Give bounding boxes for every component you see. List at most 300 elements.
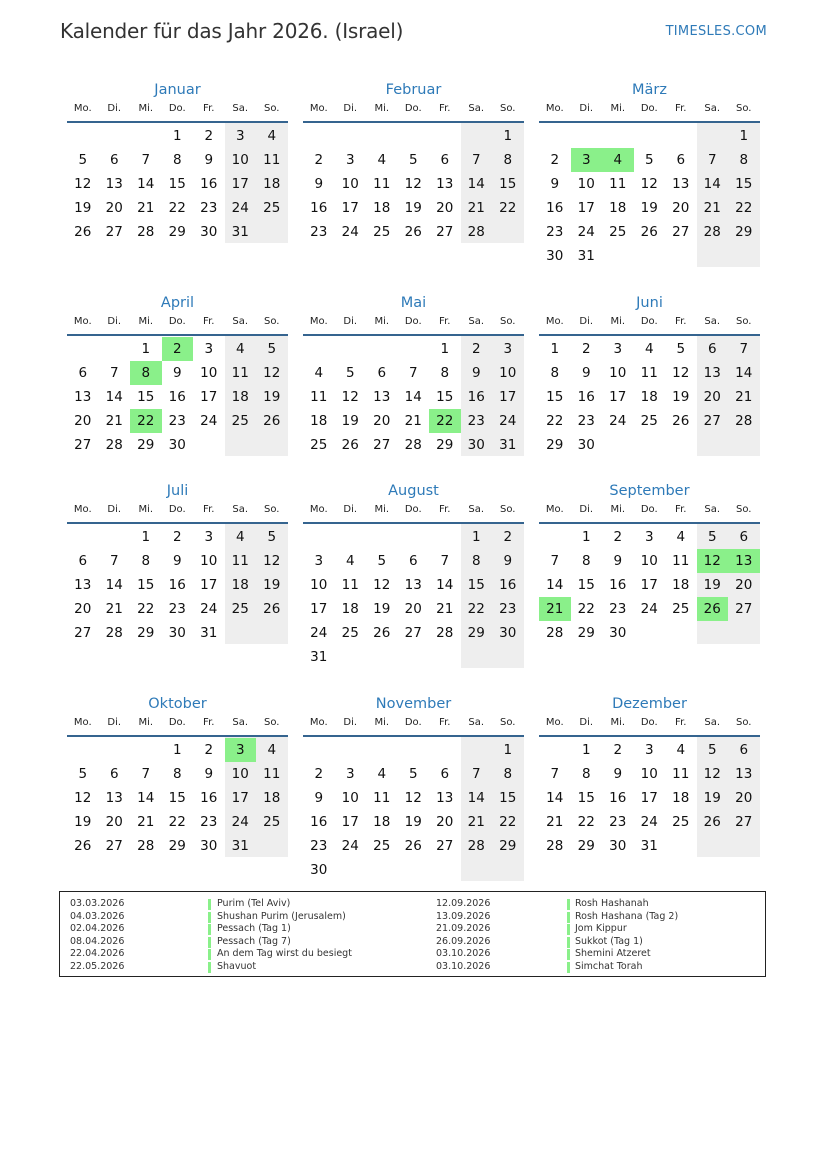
weekday-header: So. xyxy=(736,504,752,515)
weekday-header: Fr. xyxy=(439,316,451,327)
day-cell: 29 xyxy=(577,625,595,641)
day-cell: 12 xyxy=(404,176,422,192)
legend-color-marker xyxy=(567,912,570,923)
day-cell: 8 xyxy=(440,365,450,381)
day-cell: 18 xyxy=(640,389,658,405)
day-cell: 25 xyxy=(672,814,690,830)
day-cell: 23 xyxy=(168,601,186,617)
legend-holiday-name: Rosh Hashanah xyxy=(575,898,649,909)
day-cell: 10 xyxy=(231,152,249,168)
day-cell: 17 xyxy=(200,577,218,593)
day-cell: 23 xyxy=(499,601,517,617)
day-cell: 1 xyxy=(739,128,749,144)
day-cell: 21 xyxy=(703,200,721,216)
day-cell: 1 xyxy=(550,341,560,357)
day-cell: 4 xyxy=(676,529,686,545)
day-cell: 25 xyxy=(263,200,281,216)
day-cell: 27 xyxy=(735,601,753,617)
day-cell: 27 xyxy=(105,838,123,854)
day-cell: 11 xyxy=(609,176,627,192)
weekday-header: Sa. xyxy=(704,504,721,515)
day-cell: 23 xyxy=(577,413,595,429)
weekday-header: So. xyxy=(736,103,752,114)
weekday-header: Do. xyxy=(404,103,422,114)
day-cell: 31 xyxy=(200,625,218,641)
day-cell: 30 xyxy=(200,838,218,854)
day-cell: 8 xyxy=(172,152,182,168)
day-cell: 12 xyxy=(263,365,281,381)
legend-holiday-name: Purim (Tel Aviv) xyxy=(217,898,291,909)
day-cell: 14 xyxy=(436,577,454,593)
day-cell: 1 xyxy=(503,128,513,144)
day-cell: 15 xyxy=(735,176,753,192)
day-cell: 27 xyxy=(404,625,422,641)
day-cell: 5 xyxy=(377,553,387,569)
day-cell: 18 xyxy=(231,577,249,593)
day-cell: 6 xyxy=(739,529,749,545)
day-cell: 26 xyxy=(640,224,658,240)
day-cell: 23 xyxy=(200,814,218,830)
day-cell: 28 xyxy=(467,838,485,854)
day-cell: 18 xyxy=(609,200,627,216)
day-cell: 29 xyxy=(137,625,155,641)
day-cell: 1 xyxy=(581,742,591,758)
day-cell: 2 xyxy=(314,152,324,168)
weekday-header: Mo. xyxy=(73,316,92,327)
weekday-header: Mi. xyxy=(138,717,154,728)
day-cell: 1 xyxy=(581,529,591,545)
day-cell: 6 xyxy=(109,766,119,782)
legend-color-marker xyxy=(208,949,211,960)
legend-holiday-name: Rosh Hashana (Tag 2) xyxy=(575,910,679,922)
day-cell: 7 xyxy=(739,341,749,357)
weekday-header: Do. xyxy=(404,504,422,515)
day-cell: 27 xyxy=(74,437,92,453)
day-cell: 2 xyxy=(613,742,623,758)
day-cell: 6 xyxy=(78,553,88,569)
weekday-header: So. xyxy=(500,717,516,728)
day-cell: 19 xyxy=(703,577,721,593)
day-cell: 7 xyxy=(109,553,119,569)
legend-date: 08.04.2026 xyxy=(70,935,125,947)
day-cell: 11 xyxy=(672,766,690,782)
month-name: Dezember xyxy=(612,696,687,712)
day-cell: 10 xyxy=(499,365,517,381)
day-cell: 6 xyxy=(78,365,88,381)
legend-date: 03.03.2026 xyxy=(70,898,125,909)
day-cell: 3 xyxy=(613,341,623,357)
day-cell: 9 xyxy=(314,176,324,192)
weekday-header: Mi. xyxy=(610,103,626,114)
day-cell: 29 xyxy=(137,437,155,453)
day-cell: 10 xyxy=(200,365,218,381)
day-cell: 13 xyxy=(672,176,690,192)
day-cell: 11 xyxy=(672,553,690,569)
holiday-day-cell: 2 xyxy=(162,337,194,361)
day-cell: 9 xyxy=(613,766,623,782)
day-cell: 8 xyxy=(471,553,481,569)
day-cell: 19 xyxy=(703,790,721,806)
day-cell: 19 xyxy=(404,200,422,216)
day-cell: 10 xyxy=(310,577,328,593)
weekday-header: Fr. xyxy=(203,103,215,114)
day-cell: 31 xyxy=(231,838,249,854)
day-cell: 8 xyxy=(581,553,591,569)
holiday-day-cell: 3 xyxy=(225,738,257,762)
day-cell: 26 xyxy=(404,838,422,854)
day-cell: 13 xyxy=(703,365,721,381)
day-cell: 14 xyxy=(703,176,721,192)
day-cell: 3 xyxy=(314,553,324,569)
holiday-day-cell: 22 xyxy=(429,409,461,433)
day-cell: 29 xyxy=(168,224,186,240)
day-cell: 27 xyxy=(373,437,391,453)
day-cell: 6 xyxy=(377,365,387,381)
weekday-header: Mo. xyxy=(73,504,92,515)
day-cell: 31 xyxy=(499,437,517,453)
weekday-header: Di. xyxy=(107,717,122,728)
day-cell: 17 xyxy=(341,200,359,216)
weekday-header: Do. xyxy=(168,316,186,327)
day-cell: 30 xyxy=(168,625,186,641)
day-cell: 29 xyxy=(577,838,595,854)
day-cell: 10 xyxy=(609,365,627,381)
legend-holiday-name: Shushan Purim (Jerusalem) xyxy=(217,910,346,922)
day-cell: 13 xyxy=(105,790,123,806)
day-cell: 6 xyxy=(739,742,749,758)
day-cell: 16 xyxy=(310,200,328,216)
day-cell: 30 xyxy=(467,437,485,453)
day-cell: 14 xyxy=(137,790,155,806)
day-cell: 31 xyxy=(577,248,595,264)
day-cell: 23 xyxy=(200,200,218,216)
day-cell: 18 xyxy=(263,176,281,192)
day-cell: 28 xyxy=(105,437,123,453)
day-cell: 9 xyxy=(550,176,560,192)
legend-holiday-name: Pessach (Tag 1) xyxy=(217,923,291,934)
day-cell: 8 xyxy=(141,553,151,569)
day-cell: 7 xyxy=(141,766,151,782)
day-cell: 23 xyxy=(609,814,627,830)
day-cell: 29 xyxy=(467,625,485,641)
month-name: März xyxy=(632,82,667,98)
day-cell: 13 xyxy=(404,577,422,593)
day-cell: 11 xyxy=(640,365,658,381)
month-name: Juli xyxy=(166,483,189,499)
legend-color-marker xyxy=(567,899,570,910)
day-cell: 29 xyxy=(546,437,564,453)
day-cell: 17 xyxy=(231,790,249,806)
day-cell: 5 xyxy=(408,766,418,782)
weekday-header: Fr. xyxy=(203,504,215,515)
day-cell: 24 xyxy=(640,814,658,830)
legend-date: 22.05.2026 xyxy=(70,960,125,972)
holiday-day-cell: 26 xyxy=(697,597,729,621)
weekday-header: Fr. xyxy=(675,316,687,327)
day-cell: 19 xyxy=(404,814,422,830)
weekday-header: Di. xyxy=(579,717,594,728)
day-cell: 15 xyxy=(137,577,155,593)
day-cell: 22 xyxy=(499,814,517,830)
legend-color-marker xyxy=(567,937,570,948)
day-cell: 28 xyxy=(735,413,753,429)
weekday-header: Di. xyxy=(343,103,358,114)
day-cell: 3 xyxy=(644,529,654,545)
day-cell: 8 xyxy=(739,152,749,168)
day-cell: 17 xyxy=(499,389,517,405)
weekday-header: Di. xyxy=(579,103,594,114)
day-cell: 30 xyxy=(546,248,564,264)
day-cell: 30 xyxy=(310,862,328,878)
day-cell: 25 xyxy=(373,224,391,240)
day-cell: 4 xyxy=(267,742,277,758)
day-cell: 17 xyxy=(577,200,595,216)
month-name: Juni xyxy=(636,295,663,311)
weekday-header: Mo. xyxy=(309,504,328,515)
day-cell: 28 xyxy=(137,224,155,240)
day-cell: 1 xyxy=(141,529,151,545)
weekday-header: Fr. xyxy=(675,504,687,515)
day-cell: 7 xyxy=(550,553,560,569)
weekday-header: Mo. xyxy=(545,103,564,114)
day-cell: 10 xyxy=(577,176,595,192)
day-cell: 28 xyxy=(137,838,155,854)
day-cell: 18 xyxy=(672,577,690,593)
day-cell: 7 xyxy=(141,152,151,168)
day-cell: 19 xyxy=(74,200,92,216)
weekday-header: Sa. xyxy=(704,717,721,728)
weekday-header: Di. xyxy=(343,316,358,327)
day-cell: 5 xyxy=(408,152,418,168)
day-cell: 21 xyxy=(137,814,155,830)
legend-color-marker xyxy=(567,962,570,973)
day-cell: 11 xyxy=(231,365,249,381)
day-cell: 25 xyxy=(310,437,328,453)
day-cell: 9 xyxy=(471,365,481,381)
day-cell: 16 xyxy=(200,176,218,192)
day-cell: 13 xyxy=(436,176,454,192)
day-cell: 10 xyxy=(341,790,359,806)
weekday-header: Fr. xyxy=(203,717,215,728)
day-cell: 19 xyxy=(263,389,281,405)
day-cell: 25 xyxy=(609,224,627,240)
day-cell: 25 xyxy=(231,601,249,617)
day-cell: 6 xyxy=(440,152,450,168)
day-cell: 3 xyxy=(235,128,245,144)
day-cell: 4 xyxy=(345,553,355,569)
day-cell: 23 xyxy=(609,601,627,617)
day-cell: 3 xyxy=(204,341,214,357)
day-cell: 27 xyxy=(436,838,454,854)
day-cell: 20 xyxy=(105,814,123,830)
day-cell: 9 xyxy=(172,365,182,381)
day-cell: 22 xyxy=(735,200,753,216)
day-cell: 8 xyxy=(550,365,560,381)
day-cell: 4 xyxy=(377,766,387,782)
legend-date: 21.09.2026 xyxy=(436,923,491,934)
month-name: August xyxy=(388,483,439,499)
weekday-header: Mi. xyxy=(374,103,390,114)
day-cell: 30 xyxy=(609,625,627,641)
day-cell: 17 xyxy=(231,176,249,192)
weekday-header: Fr. xyxy=(675,717,687,728)
month-name: November xyxy=(375,696,452,712)
weekday-header: Di. xyxy=(343,504,358,515)
day-cell: 3 xyxy=(345,152,355,168)
day-cell: 4 xyxy=(235,341,245,357)
day-cell: 20 xyxy=(105,200,123,216)
legend-holiday-name: Jom Kippur xyxy=(575,923,627,934)
day-cell: 23 xyxy=(546,224,564,240)
day-cell: 20 xyxy=(672,200,690,216)
weekday-header: Do. xyxy=(640,717,658,728)
day-cell: 22 xyxy=(137,601,155,617)
day-cell: 15 xyxy=(168,176,186,192)
day-cell: 24 xyxy=(231,814,249,830)
day-cell: 16 xyxy=(609,577,627,593)
day-cell: 31 xyxy=(310,649,328,665)
day-cell: 18 xyxy=(263,790,281,806)
legend-color-marker xyxy=(208,962,211,973)
weekday-header: So. xyxy=(500,103,516,114)
weekday-header: Mo. xyxy=(309,717,328,728)
weekday-header: Sa. xyxy=(468,103,485,114)
day-cell: 11 xyxy=(373,176,391,192)
day-cell: 15 xyxy=(499,176,517,192)
weekday-header: Sa. xyxy=(232,103,249,114)
day-cell: 30 xyxy=(609,838,627,854)
day-cell: 7 xyxy=(707,152,717,168)
legend-date: 13.09.2026 xyxy=(436,910,491,922)
weekday-header: Di. xyxy=(107,504,122,515)
day-cell: 21 xyxy=(546,814,564,830)
day-cell: 11 xyxy=(231,553,249,569)
day-cell: 18 xyxy=(373,200,391,216)
day-cell: 17 xyxy=(640,790,658,806)
legend-date: 03.10.2026 xyxy=(436,948,491,959)
day-cell: 18 xyxy=(373,814,391,830)
day-cell: 17 xyxy=(609,389,627,405)
weekday-header: Mo. xyxy=(545,316,564,327)
day-cell: 4 xyxy=(676,742,686,758)
day-cell: 23 xyxy=(310,224,328,240)
day-cell: 3 xyxy=(644,742,654,758)
day-cell: 21 xyxy=(404,413,422,429)
weekday-header: So. xyxy=(500,504,516,515)
day-cell: 15 xyxy=(137,389,155,405)
brand-logo[interactable]: TIMESLES.COM xyxy=(665,24,767,39)
day-cell: 18 xyxy=(231,389,249,405)
day-cell: 31 xyxy=(640,838,658,854)
day-cell: 24 xyxy=(200,413,218,429)
day-cell: 11 xyxy=(373,790,391,806)
day-cell: 23 xyxy=(467,413,485,429)
holiday-day-cell: 13 xyxy=(728,549,760,573)
day-cell: 13 xyxy=(373,389,391,405)
weekday-header: Mo. xyxy=(73,103,92,114)
day-cell: 13 xyxy=(436,790,454,806)
day-cell: 19 xyxy=(263,577,281,593)
day-cell: 19 xyxy=(373,601,391,617)
day-cell: 16 xyxy=(546,200,564,216)
day-cell: 3 xyxy=(503,341,513,357)
month-name: September xyxy=(609,483,690,499)
legend-date: 12.09.2026 xyxy=(436,898,491,909)
day-cell: 26 xyxy=(373,625,391,641)
day-cell: 30 xyxy=(200,224,218,240)
weekday-header: Fr. xyxy=(439,103,451,114)
day-cell: 10 xyxy=(200,553,218,569)
day-cell: 14 xyxy=(467,176,485,192)
day-cell: 26 xyxy=(74,224,92,240)
day-cell: 15 xyxy=(467,577,485,593)
legend-holiday-name: Shavuot xyxy=(217,960,257,972)
day-cell: 6 xyxy=(676,152,686,168)
day-cell: 28 xyxy=(436,625,454,641)
day-cell: 7 xyxy=(471,766,481,782)
day-cell: 2 xyxy=(503,529,513,545)
legend-color-marker xyxy=(208,924,211,935)
day-cell: 8 xyxy=(172,766,182,782)
day-cell: 11 xyxy=(310,389,328,405)
day-cell: 27 xyxy=(105,224,123,240)
day-cell: 12 xyxy=(373,577,391,593)
holiday-legend xyxy=(59,891,766,977)
day-cell: 4 xyxy=(377,152,387,168)
day-cell: 19 xyxy=(341,413,359,429)
day-cell: 5 xyxy=(267,341,277,357)
day-cell: 24 xyxy=(640,601,658,617)
weekday-header: Sa. xyxy=(704,316,721,327)
day-cell: 19 xyxy=(74,814,92,830)
day-cell: 9 xyxy=(581,365,591,381)
day-cell: 21 xyxy=(436,601,454,617)
day-cell: 1 xyxy=(172,742,182,758)
day-cell: 4 xyxy=(267,128,277,144)
day-cell: 1 xyxy=(503,742,513,758)
weekday-header: Do. xyxy=(404,717,422,728)
weekday-header: Sa. xyxy=(232,504,249,515)
day-cell: 26 xyxy=(263,413,281,429)
day-cell: 27 xyxy=(703,413,721,429)
day-cell: 26 xyxy=(404,224,422,240)
holiday-day-cell: 21 xyxy=(539,597,571,621)
day-cell: 15 xyxy=(577,577,595,593)
weekday-header: Fr. xyxy=(439,717,451,728)
legend-holiday-name: An dem Tag wirst du besiegt xyxy=(217,948,352,959)
day-cell: 22 xyxy=(577,601,595,617)
day-cell: 20 xyxy=(703,389,721,405)
day-cell: 3 xyxy=(204,529,214,545)
day-cell: 28 xyxy=(546,838,564,854)
legend-color-marker xyxy=(208,937,211,948)
day-cell: 12 xyxy=(341,389,359,405)
day-cell: 22 xyxy=(467,601,485,617)
day-cell: 30 xyxy=(499,625,517,641)
weekday-header: Mi. xyxy=(374,316,390,327)
day-cell: 18 xyxy=(672,790,690,806)
weekday-header: So. xyxy=(264,103,280,114)
legend-date: 04.03.2026 xyxy=(70,910,125,922)
day-cell: 27 xyxy=(672,224,690,240)
holiday-day-cell: 12 xyxy=(697,549,729,573)
day-cell: 17 xyxy=(200,389,218,405)
day-cell: 9 xyxy=(204,152,214,168)
holiday-day-cell: 22 xyxy=(130,409,162,433)
weekday-header: Di. xyxy=(107,316,122,327)
day-cell: 5 xyxy=(676,341,686,357)
day-cell: 24 xyxy=(231,200,249,216)
